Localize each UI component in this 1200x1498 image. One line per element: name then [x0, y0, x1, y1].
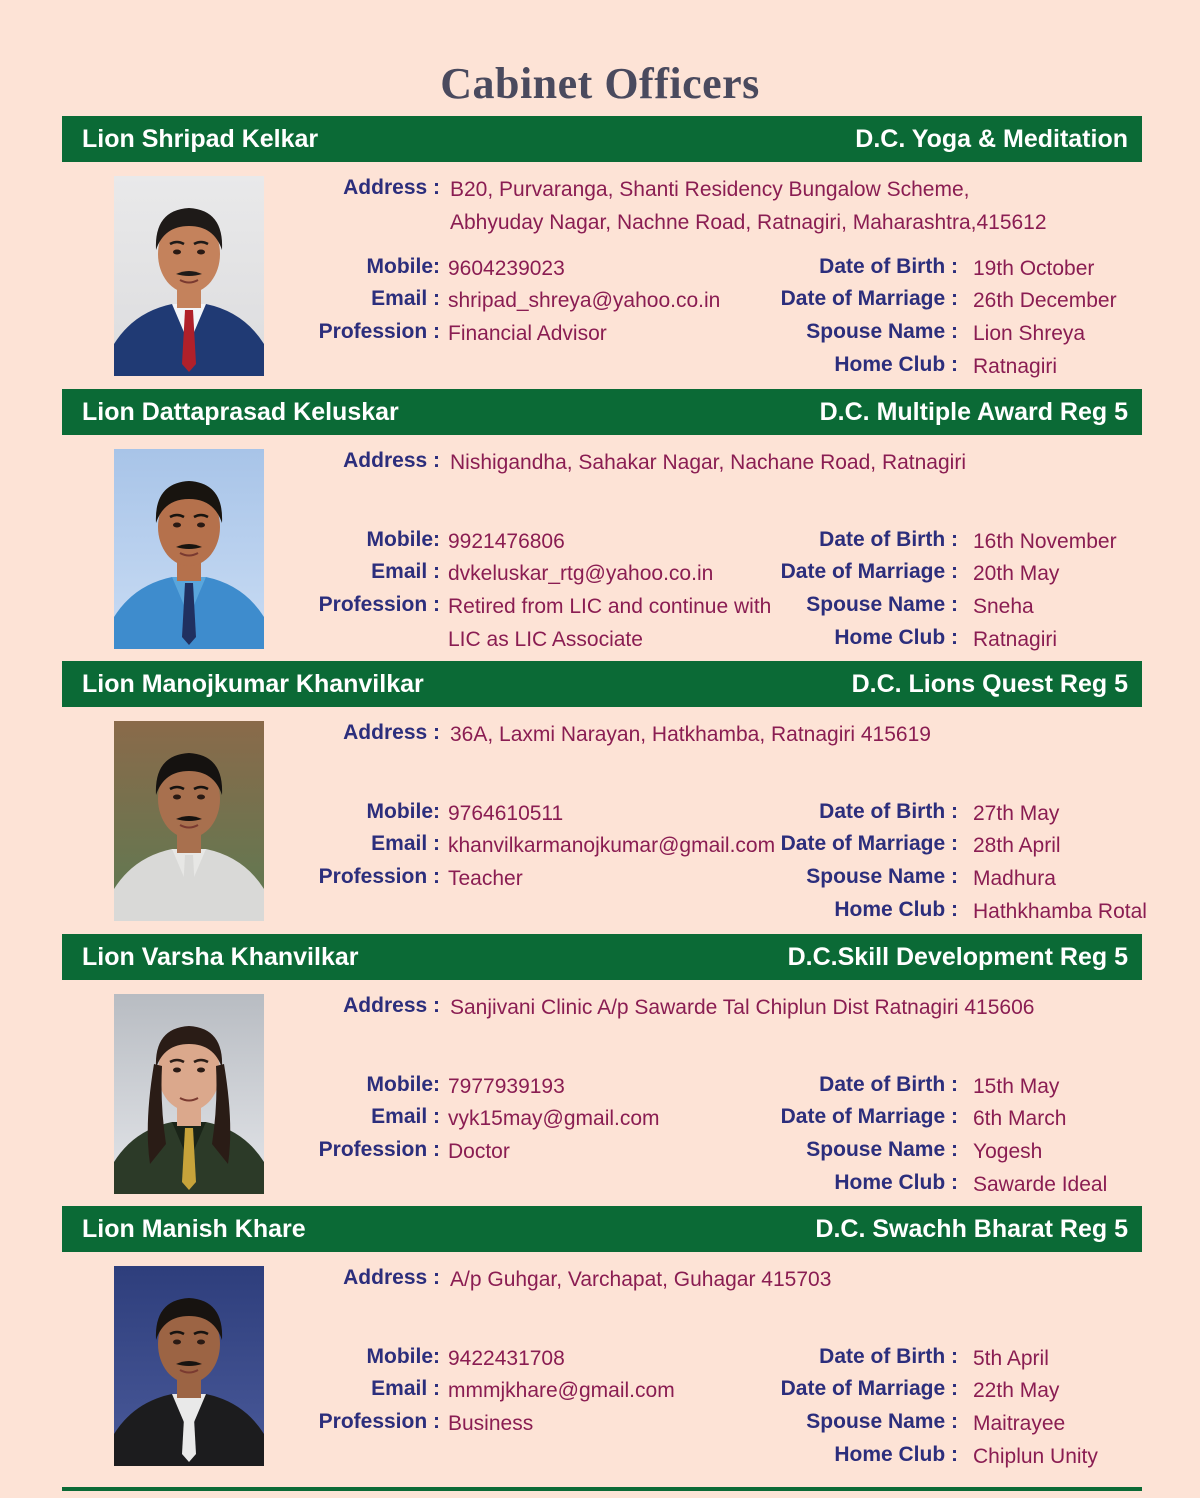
officer-photo	[114, 176, 264, 376]
home-club-value: Ratnagiri	[973, 628, 1058, 651]
dob-label: Date of Birth :	[819, 528, 958, 551]
dob-value: 19th October	[973, 257, 1095, 280]
spouse-value: Yogesh	[973, 1140, 1043, 1163]
officer-name: Lion Manish Khare	[82, 1214, 306, 1243]
spouse-value: Sneha	[973, 595, 1034, 618]
spouse-label: Spouse Name :	[806, 1410, 958, 1433]
mobile-label: Mobile:	[366, 1073, 440, 1096]
email-label: Email :	[371, 832, 440, 855]
email-value: vyk15may@gmail.com	[448, 1107, 660, 1130]
officer-card	[62, 1206, 1142, 1478]
spouse-label: Spouse Name :	[806, 593, 958, 616]
dob-label: Date of Birth :	[819, 1345, 958, 1368]
email-value: khanvilkarmanojkumar@gmail.com	[448, 834, 776, 857]
address-label: Address :	[343, 449, 440, 472]
email-value: dvkeluskar_rtg@yahoo.co.in	[448, 562, 714, 585]
officer-card	[62, 934, 1142, 1206]
mobile-label: Mobile:	[366, 800, 440, 823]
dom-value: 6th March	[973, 1107, 1067, 1130]
dom-label: Date of Marriage :	[780, 832, 958, 855]
portrait-illustration	[114, 176, 264, 376]
portrait-illustration	[114, 994, 264, 1194]
officer-name: Lion Dattaprasad Keluskar	[82, 397, 399, 426]
portrait-illustration	[114, 1266, 264, 1466]
officer-card	[62, 389, 1142, 661]
home-club-label: Home Club :	[834, 1443, 958, 1466]
profession-label: Profession :	[318, 1138, 440, 1161]
address-value: 36A, Laxmi Narayan, Hatkhamba, Ratnagiri 415619	[450, 723, 931, 746]
dob-value: 16th November	[973, 530, 1117, 553]
dom-value: 28th April	[973, 834, 1061, 857]
dom-value: 22th May	[973, 1379, 1060, 1402]
address-label: Address :	[343, 721, 440, 744]
officer-header-bar	[62, 389, 1142, 435]
email-label: Email :	[371, 1377, 440, 1400]
address-value-line2: Abhyuday Nagar, Nachne Road, Ratnagiri, Maharashtra,415612	[450, 211, 1047, 234]
officer-designation: D.C.Skill Development Reg 5	[787, 942, 1128, 971]
mobile-value: 9422431708	[448, 1347, 565, 1370]
dob-label: Date of Birth :	[819, 255, 958, 278]
profession-label: Profession :	[318, 865, 440, 888]
dom-label: Date of Marriage :	[780, 1105, 958, 1128]
home-club-value: Hathkhamba Rotal	[973, 900, 1147, 923]
email-value: shripad_shreya@yahoo.co.in	[448, 289, 721, 312]
home-club-label: Home Club :	[834, 1171, 958, 1194]
bottom-divider	[62, 1487, 1142, 1491]
address-value: A/p Guhgar, Varchapat, Guhagar 415703	[450, 1268, 832, 1291]
profession-value-line2: LIC as LIC Associate	[448, 628, 643, 651]
officer-photo	[114, 449, 264, 649]
profession-value: Financial Advisor	[448, 322, 607, 345]
profession-value: Business	[448, 1412, 534, 1435]
dom-value: 26th December	[973, 289, 1117, 312]
officer-header-bar	[62, 116, 1142, 162]
profession-label: Profession :	[318, 593, 440, 616]
officer-photo	[114, 1266, 264, 1466]
profession-label: Profession :	[318, 320, 440, 343]
officer-card	[62, 116, 1142, 388]
mobile-value: 9764610511	[448, 802, 564, 825]
email-label: Email :	[371, 287, 440, 310]
officer-name: Lion Shripad Kelkar	[82, 124, 319, 153]
dom-label: Date of Marriage :	[780, 560, 958, 583]
officer-designation: D.C. Lions Quest Reg 5	[851, 669, 1128, 698]
profession-value: Doctor	[448, 1140, 510, 1163]
mobile-value: 7977939193	[448, 1075, 565, 1098]
address-value: Sanjivani Clinic A/p Sawarde Tal Chiplun Dist Ratnagiri 415606	[450, 996, 1035, 1019]
address-value: B20, Purvaranga, Shanti Residency Bungalow Scheme,	[450, 178, 970, 201]
dom-label: Date of Marriage :	[780, 287, 958, 310]
dob-value: 15th May	[973, 1075, 1060, 1098]
mobile-label: Mobile:	[366, 1345, 440, 1368]
home-club-label: Home Club :	[834, 626, 958, 649]
address-label: Address :	[343, 176, 440, 199]
mobile-label: Mobile:	[366, 255, 440, 278]
mobile-value: 9604239023	[448, 257, 565, 280]
home-club-value: Chiplun Unity	[973, 1445, 1098, 1468]
email-label: Email :	[371, 560, 440, 583]
dob-label: Date of Birth :	[819, 1073, 958, 1096]
portrait-illustration	[114, 449, 264, 649]
page-title: Cabinet Officers	[440, 59, 760, 108]
home-club-label: Home Club :	[834, 898, 958, 921]
spouse-value: Maitrayee	[973, 1412, 1066, 1435]
officer-designation: D.C. Yoga & Meditation	[855, 124, 1128, 153]
dom-label: Date of Marriage :	[780, 1377, 958, 1400]
home-club-value: Sawarde Ideal	[973, 1173, 1108, 1196]
email-label: Email :	[371, 1105, 440, 1128]
officer-card	[62, 661, 1147, 933]
dob-value: 27th May	[973, 802, 1060, 825]
address-label: Address :	[343, 994, 440, 1017]
profession-label: Profession :	[318, 1410, 440, 1433]
email-value: mmmjkhare@gmail.com	[448, 1379, 675, 1402]
officer-name: Lion Manojkumar Khanvilkar	[82, 669, 424, 698]
officer-header-bar	[62, 1206, 1142, 1252]
home-club-value: Ratnagiri	[973, 355, 1058, 378]
mobile-value: 9921476806	[448, 530, 565, 553]
mobile-label: Mobile:	[366, 528, 440, 551]
spouse-label: Spouse Name :	[806, 865, 958, 888]
dob-value: 5th April	[973, 1347, 1049, 1370]
profession-value: Retired from LIC and continue with	[448, 595, 772, 618]
spouse-label: Spouse Name :	[806, 1138, 958, 1161]
officer-photo	[114, 994, 264, 1194]
dom-value: 20th May	[973, 562, 1060, 585]
officer-header-bar	[62, 661, 1142, 707]
spouse-label: Spouse Name :	[806, 320, 958, 343]
officer-header-bar	[62, 934, 1142, 980]
profession-value: Teacher	[448, 867, 523, 890]
spouse-value: Madhura	[973, 867, 1056, 890]
officer-designation: D.C. Multiple Award Reg 5	[819, 397, 1128, 426]
address-value: Nishigandha, Sahakar Nagar, Nachane Road, Ratnagiri	[450, 451, 966, 474]
officer-photo	[114, 721, 264, 921]
officer-name: Lion Varsha Khanvilkar	[82, 942, 359, 971]
home-club-label: Home Club :	[834, 353, 958, 376]
dob-label: Date of Birth :	[819, 800, 958, 823]
officer-designation: D.C. Swachh Bharat Reg 5	[815, 1214, 1128, 1243]
address-label: Address :	[343, 1266, 440, 1289]
portrait-illustration	[114, 721, 264, 921]
spouse-value: Lion Shreya	[973, 322, 1086, 345]
